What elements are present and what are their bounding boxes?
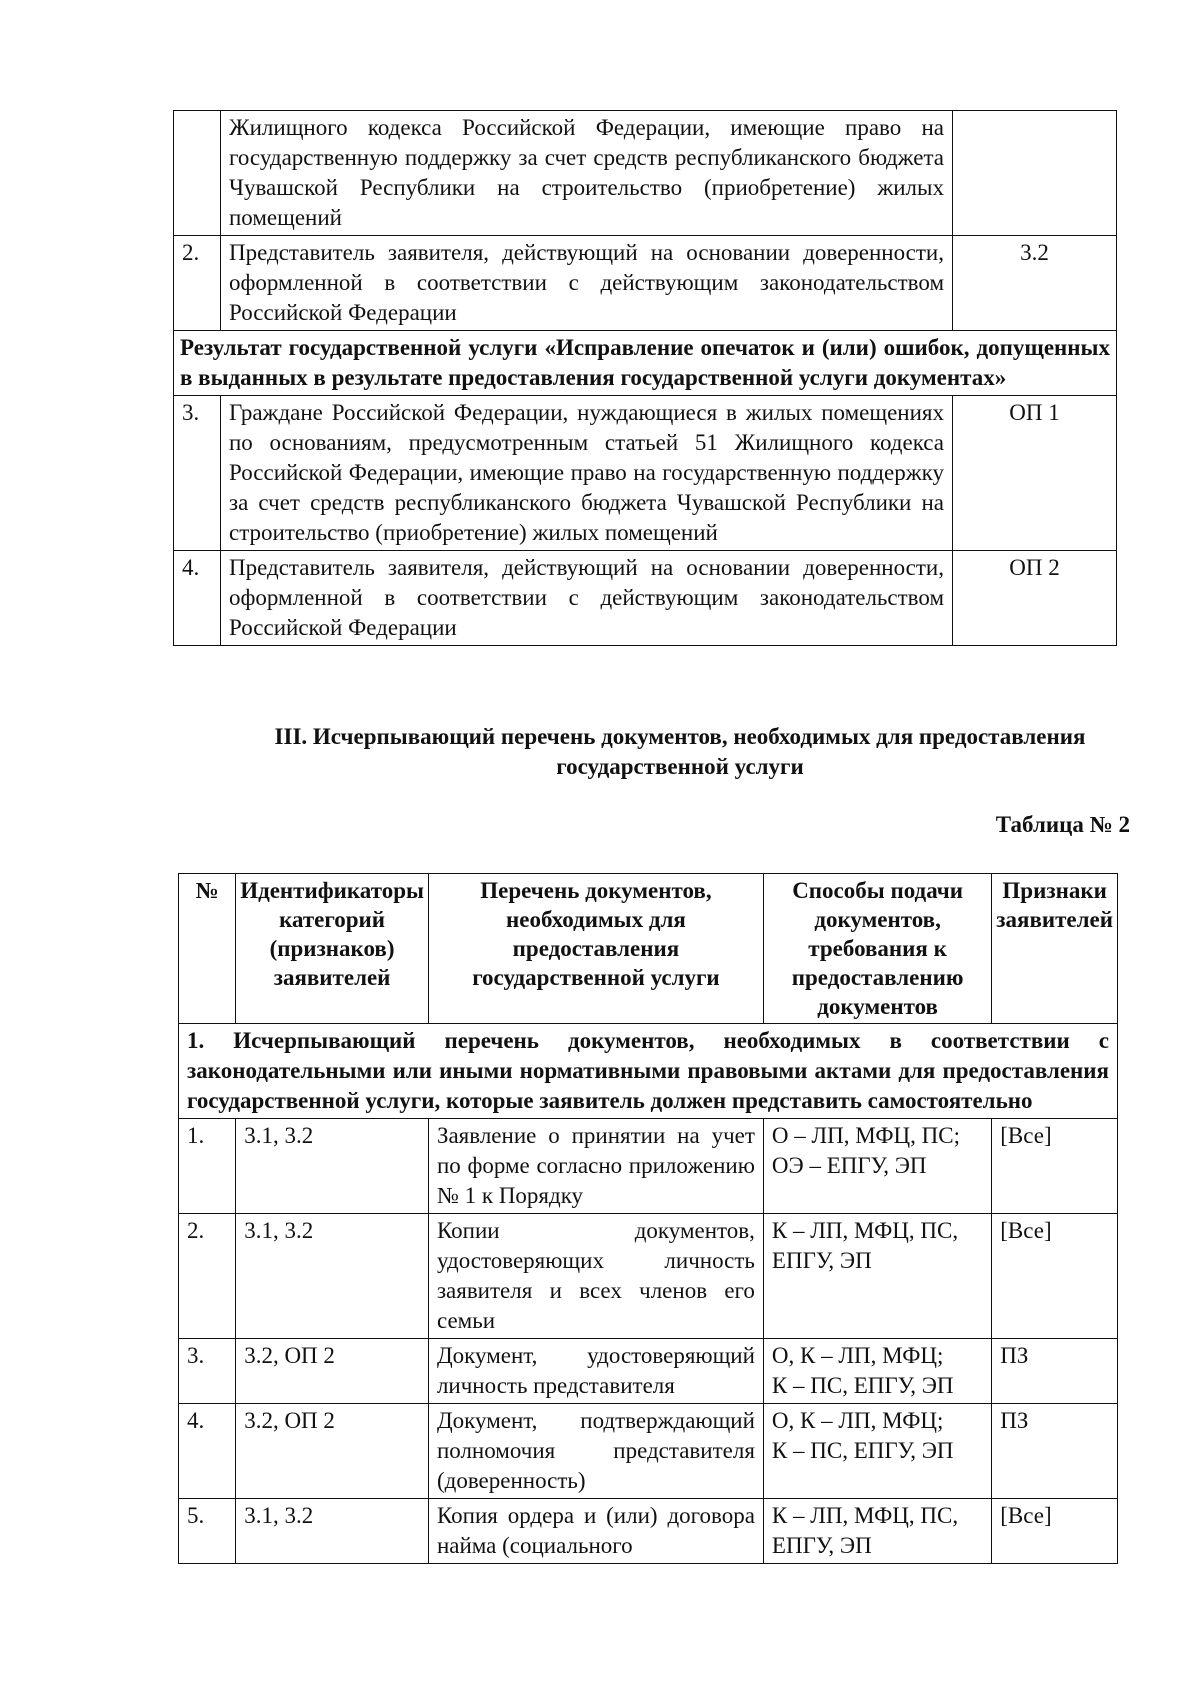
row-number: 2. xyxy=(174,236,221,331)
table-row xyxy=(174,236,1117,331)
table-row xyxy=(179,1404,1118,1499)
table-row xyxy=(174,396,1117,551)
table-row xyxy=(174,551,1117,646)
row-number: 3. xyxy=(179,1339,236,1404)
header-number: № xyxy=(179,874,236,1024)
row-identifiers: 3.2, ОП 2 xyxy=(236,1404,429,1499)
header-row xyxy=(179,874,1118,1024)
table-row xyxy=(179,1119,1118,1214)
row-methods xyxy=(763,1404,991,1499)
row-document: Копия ордера и (или) договора найма (социального xyxy=(428,1499,763,1564)
row-sign: ПЗ xyxy=(992,1404,1118,1499)
method-line: О, К – ЛП, МФЦ; xyxy=(771,1343,944,1368)
header-identifiers: Идентификаторы категорий (признаков) заявителей xyxy=(236,874,429,1024)
section-heading: III. Исчерпывающий перечень документов, необходимых для предоставления государственной услуги xyxy=(274,724,1086,779)
method-line: О – ЛП, МФЦ, ПС; xyxy=(771,1123,961,1148)
row-document: Копии документов, удостоверяющих личность заявителя и всех членов его семьи xyxy=(428,1214,763,1339)
row-identifiers: 3.1, 3.2 xyxy=(236,1214,429,1339)
row-number: 3. xyxy=(174,396,221,551)
header-methods: Способы подачи документов, требования к предоставлению документов xyxy=(763,874,991,1024)
table-row xyxy=(179,1214,1118,1339)
method-line: ОЭ – ЕПГУ, ЭП xyxy=(771,1153,927,1178)
row-code: ОП 1 xyxy=(953,396,1117,551)
row-methods xyxy=(763,1339,991,1404)
row-methods xyxy=(763,1499,991,1564)
row-document: Заявление о принятии на учет по форме согласно приложению № 1 к Порядку xyxy=(428,1119,763,1214)
header-documents: Перечень документов, необходимых для предоставления государственной услуги xyxy=(428,874,763,1024)
row-sign: ПЗ xyxy=(992,1339,1118,1404)
table-row xyxy=(179,1339,1118,1404)
row-identifiers: 3.1, 3.2 xyxy=(236,1119,429,1214)
method-line: ЕПГУ, ЭП xyxy=(771,1533,872,1558)
row-text: Граждане Российской Федерации, нуждающиеся в жилых помещениях по основаниям, предусмотренным статьей 51 Жилищного кодекса Российской Федерации, имеющие право на государственную поддержку за счет средств республиканского бюджета Чувашской Республики на строительство (приобретение) жилых помещений xyxy=(221,396,953,551)
applicant-categories-table xyxy=(173,110,1117,646)
row-sign: [Все] xyxy=(992,1214,1118,1339)
method-line: К – ЛП, МФЦ, ПС, xyxy=(771,1218,959,1243)
row-identifiers: 3.2, ОП 2 xyxy=(236,1339,429,1404)
header-signs: Признаки заявителей xyxy=(992,874,1118,1024)
row-methods xyxy=(763,1214,991,1339)
method-line: К – ЛП, МФЦ, ПС, xyxy=(771,1503,959,1528)
method-line: О, К – ЛП, МФЦ; xyxy=(771,1408,944,1433)
method-line: К – ПС, ЕПГУ, ЭП xyxy=(771,1373,954,1398)
row-sign: [Все] xyxy=(992,1499,1118,1564)
row-text: Представитель заявителя, действующий на основании доверенности, оформленной в соответствии с действующим законодательством Российской Федерации xyxy=(221,551,953,646)
row-code: 3.2 xyxy=(953,236,1117,331)
section-row xyxy=(179,1024,1118,1119)
table-row xyxy=(174,111,1117,236)
section-title: 1. Исчерпывающий перечень документов, необходимых в соответствии с законодательными или иными нормативными правовыми актами для предоставления государственной услуги, которые заявитель должен представить самостоятельно xyxy=(179,1024,1118,1119)
row-methods xyxy=(763,1119,991,1214)
section-row xyxy=(174,331,1117,396)
row-text: Жилищного кодекса Российской Федерации, имеющие право на государственную поддержку за счет средств республиканского бюджета Чувашской Республики на строительство (приобретение) жилых помещений xyxy=(221,111,953,236)
row-number: 5. xyxy=(179,1499,236,1564)
table-row xyxy=(179,1499,1118,1564)
row-document: Документ, подтверждающий полномочия представителя (доверенность) xyxy=(428,1404,763,1499)
method-line: К – ПС, ЕПГУ, ЭП xyxy=(771,1438,954,1463)
row-sign: [Все] xyxy=(992,1119,1118,1214)
row-identifiers: 3.1, 3.2 xyxy=(236,1499,429,1564)
row-number: 2. xyxy=(179,1214,236,1339)
row-number: 4. xyxy=(174,551,221,646)
section-title: Результат государственной услуги «Исправление опечаток и (или) ошибок, допущенных в выданных в результате предоставления государственной услуги документах» xyxy=(174,331,1117,396)
row-number: 4. xyxy=(179,1404,236,1499)
row-text: Представитель заявителя, действующий на основании доверенности, оформленной в соответствии с действующим законодательством Российской Федерации xyxy=(221,236,953,331)
row-code xyxy=(953,111,1117,236)
documents-table xyxy=(178,873,1118,1564)
row-document: Документ, удостоверяющий личность представителя xyxy=(428,1339,763,1404)
row-number xyxy=(174,111,221,236)
table-number-label: Таблица № 2 xyxy=(995,812,1130,837)
row-code: ОП 2 xyxy=(953,551,1117,646)
method-line: ЕПГУ, ЭП xyxy=(771,1248,872,1273)
row-number: 1. xyxy=(179,1119,236,1214)
